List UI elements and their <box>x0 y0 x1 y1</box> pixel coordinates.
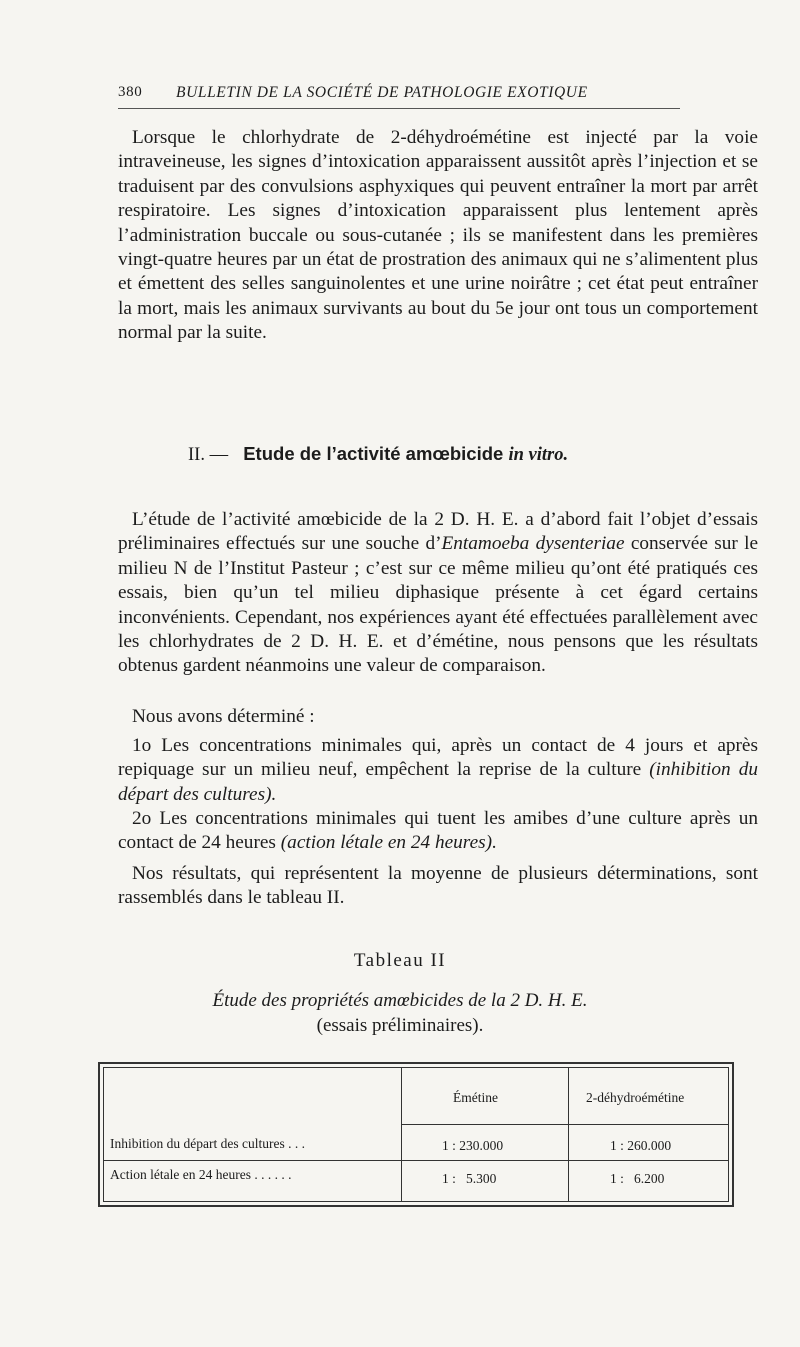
section-title: Etude de l’activité amœbicide <box>243 443 504 464</box>
header-rule <box>118 108 680 109</box>
column-header-dhe: 2-déhydroémétine <box>586 1090 685 1105</box>
results-paragraph: Nos résultats, qui représentent la moyenne de plusieurs déterminations, sont rassemblés dans le tableau II. <box>118 863 758 909</box>
table-divider <box>104 1160 728 1161</box>
table-caption-line-2: (essais préliminaires). <box>316 1015 484 1036</box>
item-2 <box>118 807 758 856</box>
table-caption <box>0 988 800 1038</box>
table-divider <box>568 1068 569 1201</box>
table-title: Tableau II <box>353 950 447 971</box>
cell-inhibition-emetine: 1 : 230.000 <box>442 1138 504 1153</box>
journal-title: BULLETIN DE LA SOCIÉTÉ DE PATHOLOGIE EXOTIQUE <box>176 84 588 101</box>
section-number: II. — <box>188 445 229 465</box>
section-heading <box>188 443 568 466</box>
item-2-note: (action létale en 24 heures). <box>280 832 497 854</box>
item-1-note: (inhibition du départ des cultures). <box>118 759 758 805</box>
running-header <box>118 80 678 106</box>
page-number: 380 <box>118 84 143 100</box>
table-caption-line-1: Étude des propriétés amœbicides de la 2 D. H. E. <box>212 990 588 1011</box>
results-table <box>98 1062 734 1207</box>
table-divider <box>401 1068 402 1201</box>
item-1 <box>118 734 758 807</box>
intoxication-paragraph: Lorsque le chlorhydrate de 2-déhydroémétine est injecté par la voie intraveineuse, les signes d’intoxication apparaissent aussitôt après l’injection et se traduisent par des convulsions asphyxiques qui peuvent entraîner la mort par arrêt respiratoire. Les signes d’intoxication apparaissent plus lentement après l’administration buccale ou sous-cutanée ; ils se manifestent dans les premières vingt-quatre heures par un état de prostration des animaux qui ne s’alimentent plus et émettent des selles sanguinolentes et une urine noirâtre ; cet état peut entraîner la mort, mais les animaux survivants au bout du 5e jour ont tous un comportement normal par la suite. <box>118 127 758 344</box>
row-label-inhibition: Inhibition du départ des cultures . . . <box>110 1136 305 1151</box>
study-text-1: L’étude de l’activité amœbicide de la 2 D. H. E. a d’abord fait l’objet d’essais préliminaires effectués sur une souche d’ <box>118 509 758 555</box>
cell-lethal-dhe: 1 : 6.200 <box>610 1171 665 1186</box>
cell-lethal-emetine: 1 : 5.300 <box>442 1171 497 1186</box>
section-title-italic: in vitro. <box>508 445 569 465</box>
results-table-inner <box>103 1067 729 1202</box>
row-label-lethal: Action létale en 24 heures . . . . . . <box>110 1167 292 1182</box>
item-1-text: 1o Les concentrations minimales qui, après un contact de 4 jours et après repiquage sur un milieu neuf, empêchent la reprise de la culture <box>118 735 758 781</box>
determined-line: Nous avons déterminé : <box>132 706 315 727</box>
column-header-emetine: Émétine <box>453 1090 498 1105</box>
cell-inhibition-dhe: 1 : 260.000 <box>610 1138 672 1153</box>
species-name: Entamoeba dysenteriae <box>441 533 625 555</box>
item-2-text: 2o Les concentrations minimales qui tuent les amibes d’une culture après un contact de 24 heures <box>118 808 758 854</box>
study-paragraph <box>118 508 758 679</box>
study-text-2: conservée sur le milieu N de l’Institut Pasteur ; c’est sur ce même milieu qu’ont été pratiqués ces essais, bien qu’un tel milieu diphasique présente à cet égard certains inconvénients. Cependant, nos expériences ayant été effectuées parallèlement avec les chlorhydrates de 2 D. H. E. et d’émétine, nous pensons que les résultats obtenus gardent néanmoins une valeur de comparaison. <box>118 533 758 677</box>
table-divider <box>401 1124 728 1125</box>
